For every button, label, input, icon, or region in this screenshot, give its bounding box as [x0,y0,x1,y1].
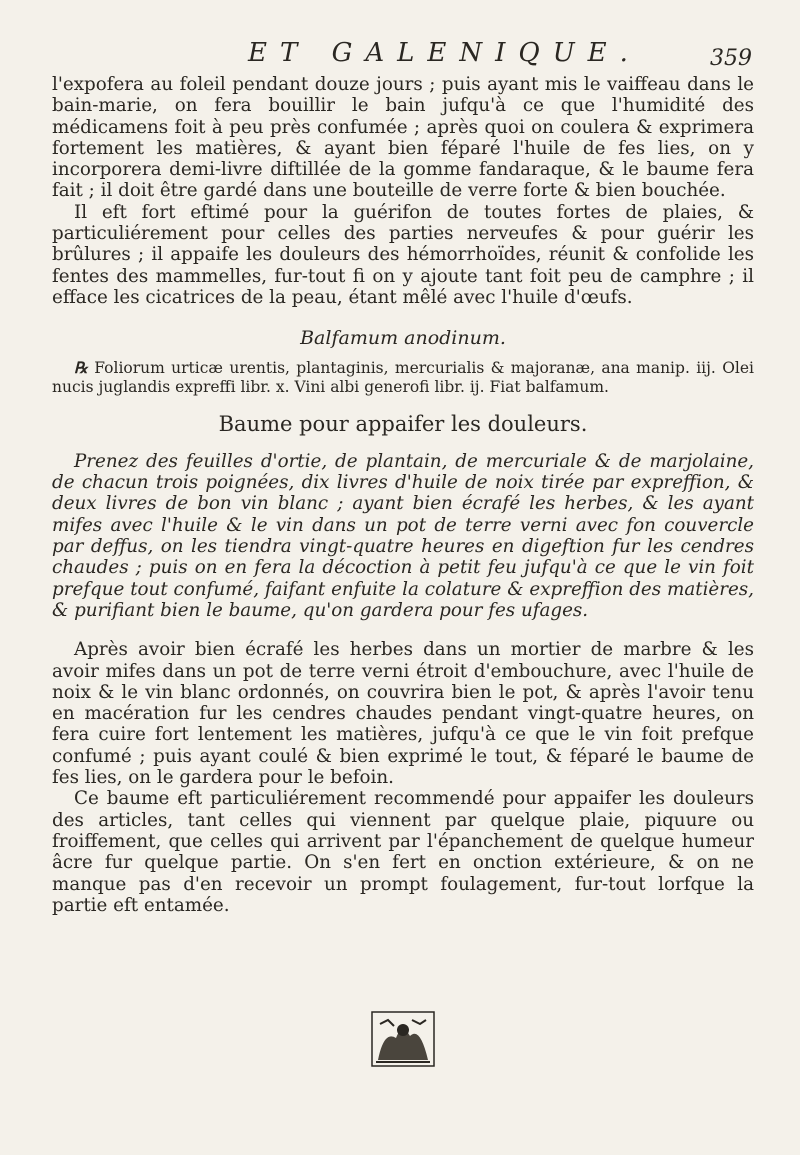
paragraph-3: Après avoir bien écrafé les herbes dans un mortier de marbre & les avoir mifes dans un pot de terre verni étroit d'embouchure, avec l'huile de noix & le vin blanc ordonnés, on couvrira bien le pot, & après l'avoir tenu en macération fur les cendres chaudes pendant vingt-quatre heures, on fera cuire fort lentement les matières, jufqu'à ce que le vin foit prefque confumé ; puis ayant coulé & bien exprimé le tout, & féparé le baume de fes lies, on le gardera pour le befoin. [52,639,754,789]
page-number: 359 [710,46,752,71]
recipe-symbol: ℞ [74,357,88,377]
latin-recipe-text: Foliorum urticæ urentis, plantaginis, mercurialis & majoranæ, ana manip. iij. Olei nucis juglandis expreffi libr. x. Vini albi generofi libr. ij. Fiat balfamum. [52,358,754,397]
latin-recipe-title: Balfamum anodinum. [300,327,506,350]
body-text [52,74,754,916]
running-head: ET GALENIQUE. [248,38,641,68]
italic-recipe: Prenez des feuilles d'ortie, de plantain, de mercuriale & de marjolaine, de chacun trois poignées, dix livres d'huile de noix tirée par expreffion, & deux livres de bon vin blanc ; ayant bien écrafé les herbes, & les ayant mifes avec l'huile & le vin dans un pot de terre verni avec fon couvercle par deffus, on les tiendra vingt-quatre heures en digeftion fur les cendres chaudes ; puis on en fera la décoction à petit feu jufqu'à ce que le vin foit prefque tout confumé, faifant enfuite la colature & expreffion des matières, & purifiant bien le baume, qu'on gardera pour fes ufages. [52,450,754,621]
french-recipe-title: Baume pour appaifer les douleurs. [218,411,588,436]
latin-recipe [52,358,754,398]
page-header [0,38,800,78]
paragraph-2: Il eft fort eftimé pour la guérifon de toutes fortes de plaies, & particuliérement pour celles des parties nerveufes & pour guérir les brûlures ; il appaife les douleurs des hémorrhoïdes, réunit & confolide les fentes des mammelles, fur-tout fi on y ajoute tant foit peu de camphre ; il efface les cicatrices de la peau, étant mêlé avec l'huile d'œufs. [52,201,754,308]
paragraph-4: Ce baume eft particuliérement recommendé pour appaifer les douleurs des articles, tant celles qui viennent par quelque plaie, piquure ou froiffement, que celles qui arrivent par l'épanchement de quelque humeur âcre fur quelque partie. On s'en fert en onction extérieure, & on ne manque pas d'en recevoir un prompt foulagement, fur-tout lorfque la partie eft entamée. [52,788,754,916]
paragraph-1: l'expofera au foleil pendant douze jours ; puis ayant mis le vaiffeau dans le bain-marie, on fera bouillir le bain jufqu'à ce que l'humidité des médicamens foit à peu près confumée ; après quoi on coulera & exprimera fortement les matières, & ayant bien féparé l'huile de fes lies, on y incorporera demi-livre diftillée de la gomme fandaraque, & le baume fera fait ; il doit être gardé dans une bouteille de verre forte & bien bouchée. [52,74,754,202]
vignette-ornament-icon [370,1010,436,1068]
